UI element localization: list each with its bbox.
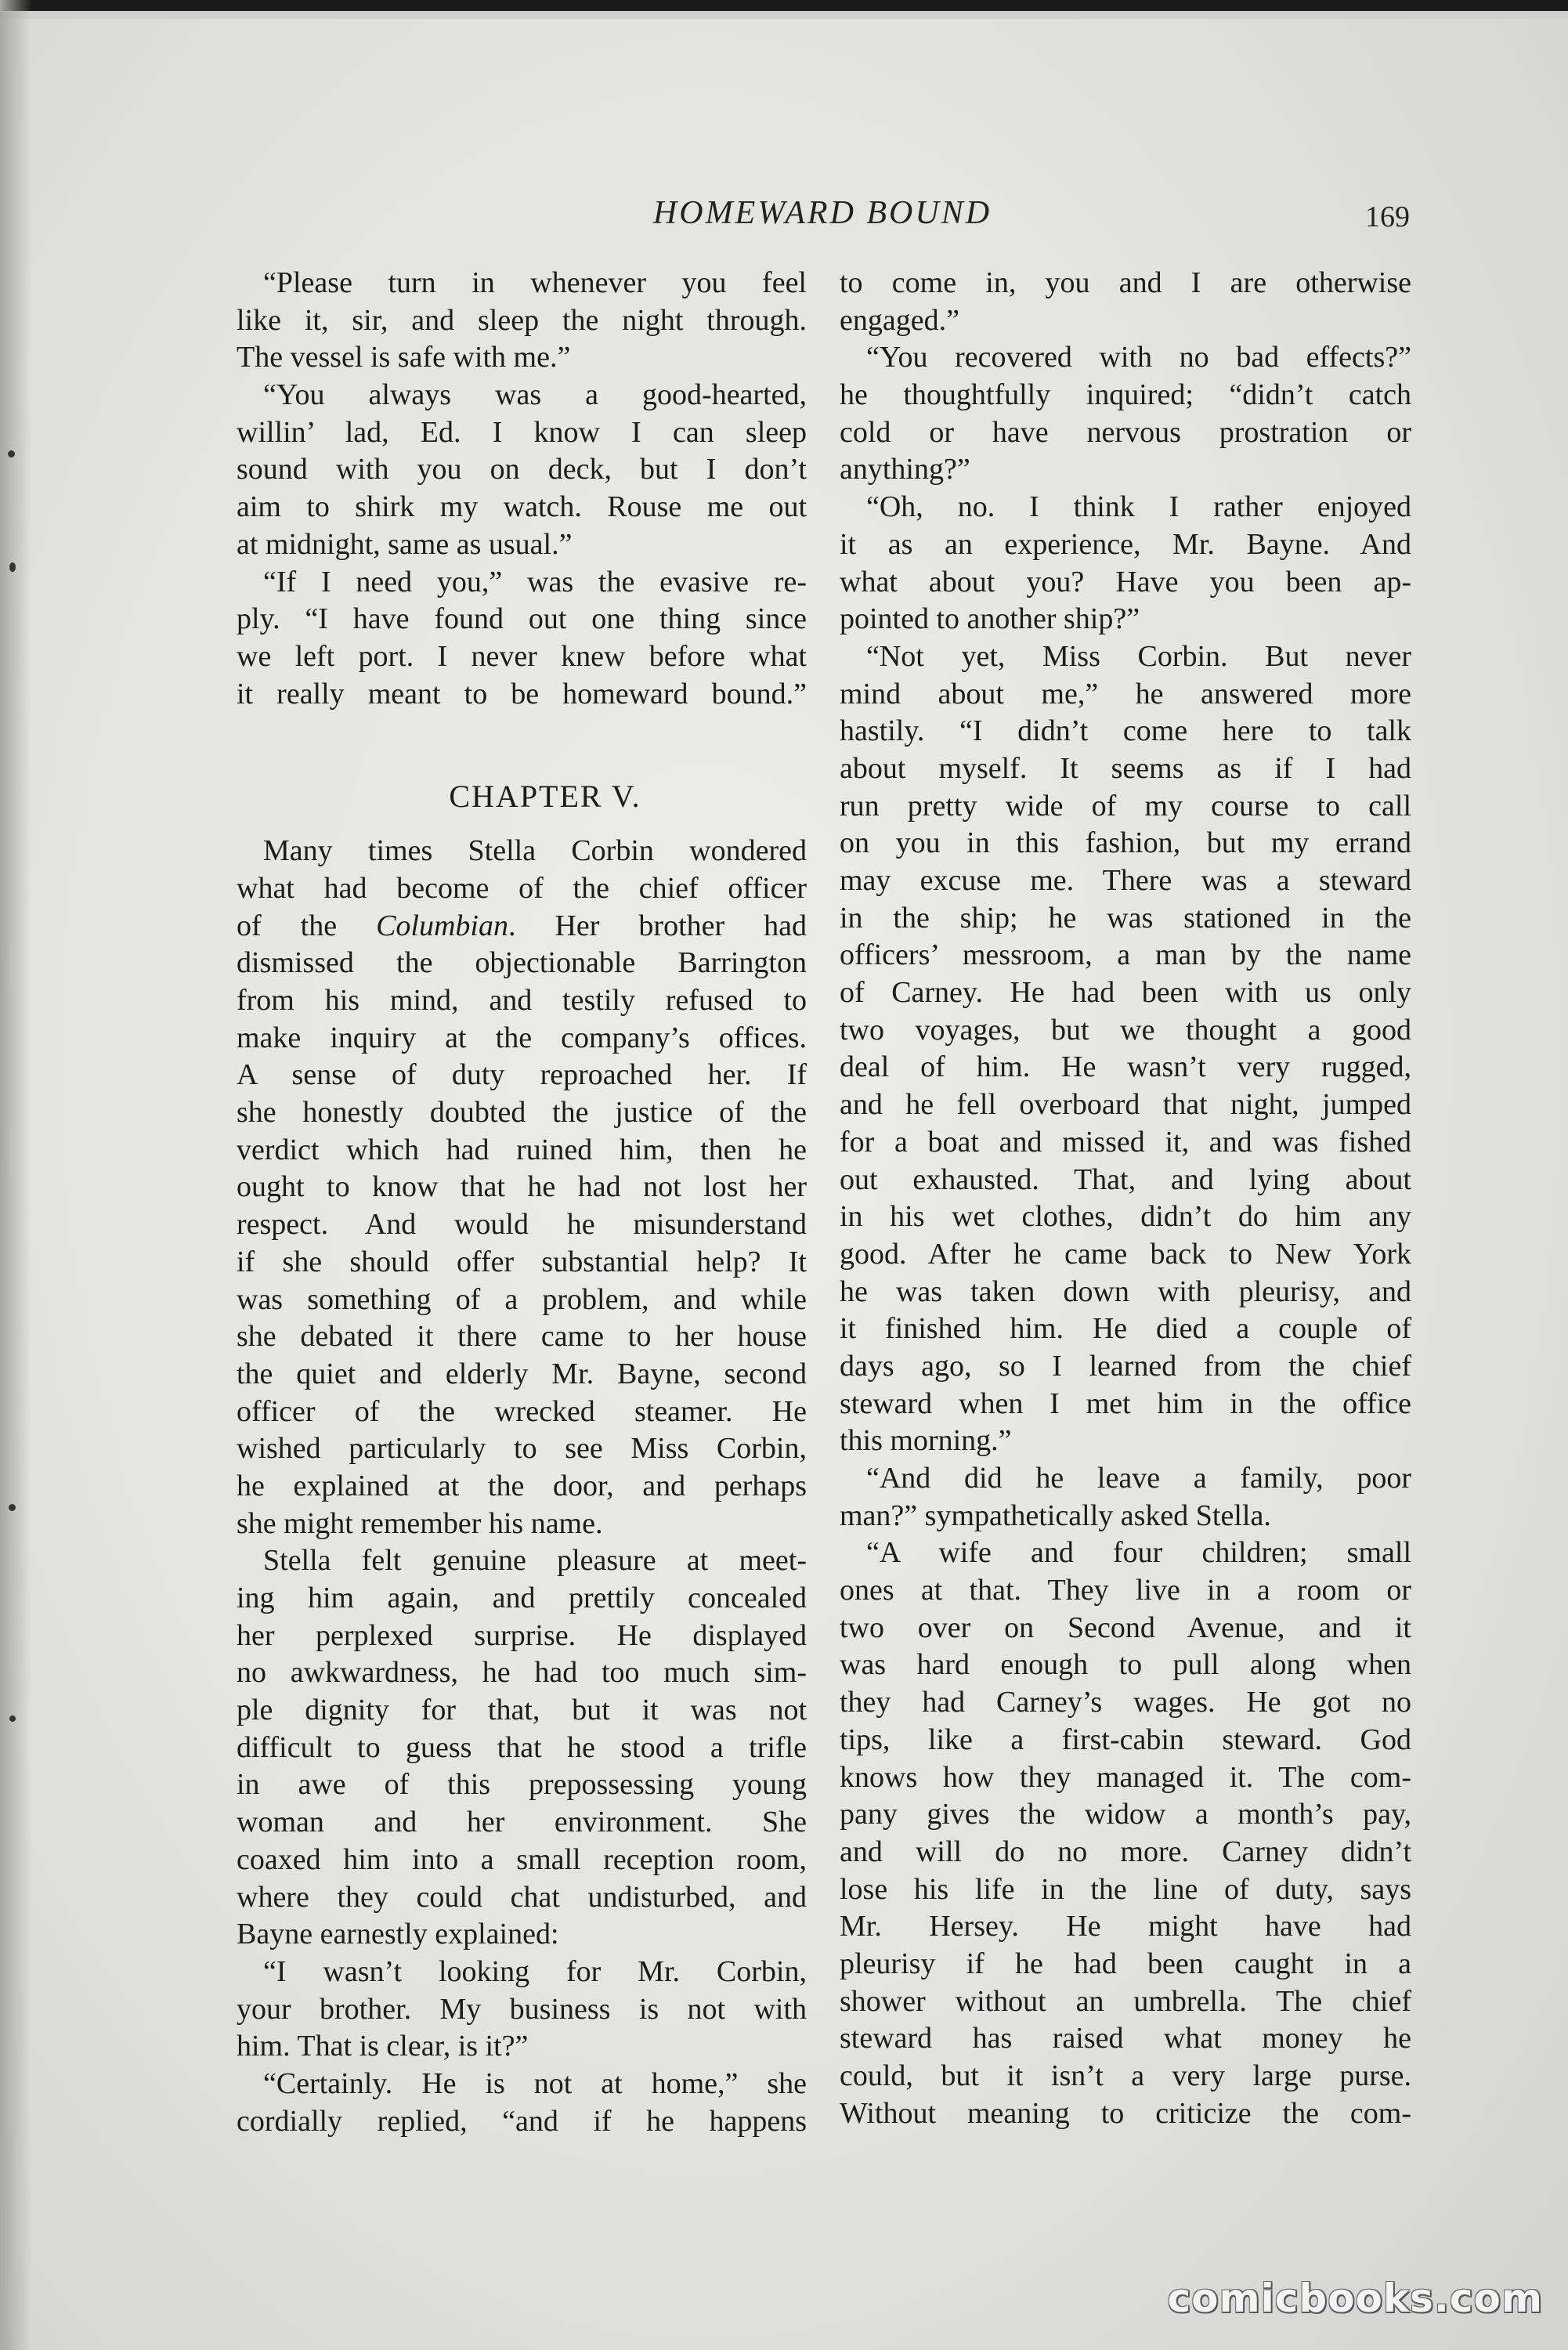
- text-line: at midnight, same as usual.”: [237, 527, 573, 561]
- speck-mark: [9, 1716, 16, 1722]
- text-line: “Not yet, Miss Corbin. But never: [866, 639, 1411, 673]
- text-line: deal of him. He wasn’t very rugged,: [840, 1050, 1411, 1084]
- text-line: wished particularly to see Miss Corbin,: [237, 1432, 807, 1466]
- text-line: man?” sympathetically asked Stella.: [840, 1499, 1271, 1532]
- text-line: make inquiry at the company’s offices.: [237, 1021, 807, 1054]
- text-line: and will do no more. Carney didn’t: [840, 1835, 1411, 1868]
- left-column: [237, 265, 807, 2140]
- text-line: she might remember his name.: [237, 1506, 603, 1540]
- text-line: sound with you on deck, but I don’t: [237, 453, 807, 486]
- text-line: “I wasn’t looking for Mr. Corbin,: [263, 1954, 807, 1988]
- text-line: this morning.”: [840, 1424, 1012, 1458]
- binding-shadow: [0, 0, 31, 2350]
- text-line: hastily. “I didn’t come here to talk: [840, 714, 1411, 748]
- text-line: in the ship; he was stationed in the: [840, 901, 1411, 935]
- text-line: no awkwardness, he had too much sim-: [237, 1656, 807, 1690]
- text-line: woman and her environment. She: [237, 1806, 807, 1839]
- right-column: [840, 265, 1411, 2132]
- speck-mark: [9, 562, 16, 572]
- text-line: tips, like a first-cabin steward. God: [840, 1723, 1411, 1756]
- text-line: in awe of this prepossessing young: [237, 1768, 807, 1802]
- text-line: Mr. Hersey. He might have had: [840, 1910, 1411, 1943]
- text-line: out exhausted. That, and lying about: [840, 1162, 1411, 1196]
- text-line: may excuse me. There was a steward: [840, 864, 1411, 897]
- text-line: engaged.”: [840, 303, 959, 337]
- text-line: what had become of the chief officer: [237, 871, 807, 905]
- text-line: knows how they managed it. The com-: [840, 1760, 1411, 1794]
- text-line: respect. And would he misunderstand: [237, 1208, 807, 1242]
- text-line: it finished him. He died a couple of: [840, 1312, 1411, 1346]
- text-line: he thoughtfully inquired; “didn’t catch: [840, 378, 1411, 412]
- text-line: willin’ lad, Ed. I know I can sleep: [237, 415, 807, 449]
- text-line: she honestly doubted the justice of the: [237, 1096, 807, 1130]
- text-line: officers’ messroom, a man by the name: [840, 938, 1411, 972]
- text-line: in his wet clothes, didn’t do him any: [840, 1200, 1411, 1234]
- text-line: cold or have nervous prostration or: [840, 415, 1411, 449]
- text-line: lose his life in the line of duty, says: [840, 1872, 1411, 1906]
- text-line: to come in, you and I are otherwise: [840, 266, 1411, 299]
- text-line: Many times Stella Corbin wondered: [263, 834, 807, 868]
- text-line: two voyages, but we thought a good: [840, 1013, 1411, 1047]
- text-line: aim to shirk my watch. Rouse me out: [237, 490, 807, 524]
- text-line: if she should offer substantial help? It: [237, 1245, 807, 1278]
- text-line: and he fell overboard that night, jumped: [840, 1088, 1411, 1122]
- text-line: mind about me,” he answered more: [840, 677, 1411, 710]
- speck-mark: [8, 450, 15, 457]
- text-line: Bayne earnestly explained:: [237, 1918, 559, 1951]
- text-line: on you in this fashion, but my errand: [840, 826, 1411, 860]
- text-line: they had Carney’s wages. He got no: [840, 1686, 1411, 1719]
- text-line: “You recovered with no bad effects?”: [866, 341, 1411, 374]
- text-line: he was taken down with pleurisy, and: [840, 1274, 1411, 1308]
- text-line: steward when I met him in the office: [840, 1386, 1411, 1420]
- text-line: pointed to another ship?”: [840, 602, 1140, 636]
- chapter-heading: CHAPTER V.: [449, 779, 641, 815]
- text-line: dismissed the objectionable Barrington: [237, 946, 807, 980]
- text-line: her perplexed surprise. He displayed: [237, 1618, 807, 1652]
- text-line: The vessel is safe with me.”: [237, 341, 571, 374]
- text-line: from his mind, and testily refused to: [237, 984, 807, 1017]
- running-title: HOMEWARD BOUND: [652, 195, 992, 231]
- text-line: days ago, so I learned from the chief: [840, 1349, 1411, 1383]
- text-line: she debated it there came to her house: [237, 1320, 807, 1354]
- text-line: ones at that. They live in a room or: [840, 1574, 1411, 1607]
- text-line: of Carney. He had been with us only: [840, 976, 1411, 1010]
- text-line: steward has raised what money he: [840, 2022, 1411, 2055]
- text-line: could, but it isn’t a very large purse.: [840, 2059, 1411, 2092]
- text-line: “Please turn in whenever you feel: [263, 266, 807, 299]
- text-line: of the Columbian. Her brother had: [237, 909, 807, 942]
- text-line: two over on Second Avenue, and it: [840, 1611, 1411, 1644]
- text-line: Stella felt genuine pleasure at meet-: [263, 1544, 807, 1578]
- text-line: difficult to guess that he stood a trifle: [237, 1730, 807, 1764]
- text-line: pleurisy if he had been caught in a: [840, 1947, 1411, 1980]
- text-line: coaxed him into a small reception room,: [237, 1842, 807, 1876]
- text-line: “Oh, no. I think I rather enjoyed: [866, 490, 1411, 524]
- text-line: “And did he leave a family, poor: [866, 1462, 1411, 1495]
- text-line: we left port. I never knew before what: [237, 639, 807, 673]
- section-gap: [237, 713, 807, 778]
- text-line: ple dignity for that, but it was not: [237, 1694, 807, 1727]
- text-line: it really meant to be homeward bound.”: [237, 677, 807, 710]
- text-line: he explained at the door, and perhaps: [237, 1469, 807, 1502]
- text-line: cordially replied, “and if he happens: [237, 2104, 807, 2138]
- text-line: it as an experience, Mr. Bayne. And: [840, 527, 1411, 561]
- text-line: “If I need you,” was the evasive re-: [263, 565, 807, 598]
- text-line: ought to know that he had not lost her: [237, 1170, 807, 1204]
- text-line: the quiet and elderly Mr. Bayne, second: [237, 1357, 807, 1390]
- page-top-edge: [0, 0, 1568, 11]
- text-line: was something of a problem, and while: [237, 1282, 807, 1316]
- page-top-edge-light: [0, 11, 1568, 19]
- text-line: your brother. My business is not with: [237, 1992, 807, 2026]
- text-line: was hard enough to pull along when: [840, 1648, 1411, 1682]
- text-line: about myself. It seems as if I had: [840, 751, 1411, 785]
- text-line: Without meaning to criticize the com-: [840, 2096, 1411, 2130]
- text-line: shower without an umbrella. The chief: [840, 1984, 1411, 2018]
- text-line: ply. “I have found out one thing since: [237, 602, 807, 636]
- text-line: A sense of duty reproached her. If: [237, 1058, 807, 1092]
- text-line: like it, sir, and sleep the night through.: [237, 303, 807, 337]
- text-line: “A wife and four children; small: [866, 1536, 1411, 1570]
- text-line: ing him again, and prettily concealed: [237, 1582, 807, 1614]
- text-line: him. That is clear, is it?”: [237, 2030, 529, 2063]
- watermark: comicbooks.com: [1167, 2276, 1543, 2321]
- text-line: where they could chat undisturbed, and: [237, 1880, 807, 1914]
- text-line: for a boat and missed it, and was fished: [840, 1125, 1411, 1159]
- text-line: “Certainly. He is not at home,” she: [263, 2066, 807, 2100]
- text-line: “You always was a good-hearted,: [263, 378, 807, 412]
- text-line: officer of the wrecked steamer. He: [237, 1394, 807, 1428]
- text-line: verdict which had ruined him, then he: [237, 1133, 807, 1166]
- text-line: good. After he came back to New York: [840, 1237, 1411, 1271]
- ship-name: Columbian: [376, 909, 508, 942]
- text-line: anything?”: [840, 453, 970, 486]
- speck-mark: [9, 1504, 16, 1511]
- text-line: run pretty wide of my course to call: [840, 789, 1411, 822]
- text-line: what about you? Have you been ap-: [840, 565, 1411, 598]
- text-line: pany gives the widow a month’s pay,: [840, 1798, 1411, 1831]
- page-number: 169: [1365, 201, 1410, 233]
